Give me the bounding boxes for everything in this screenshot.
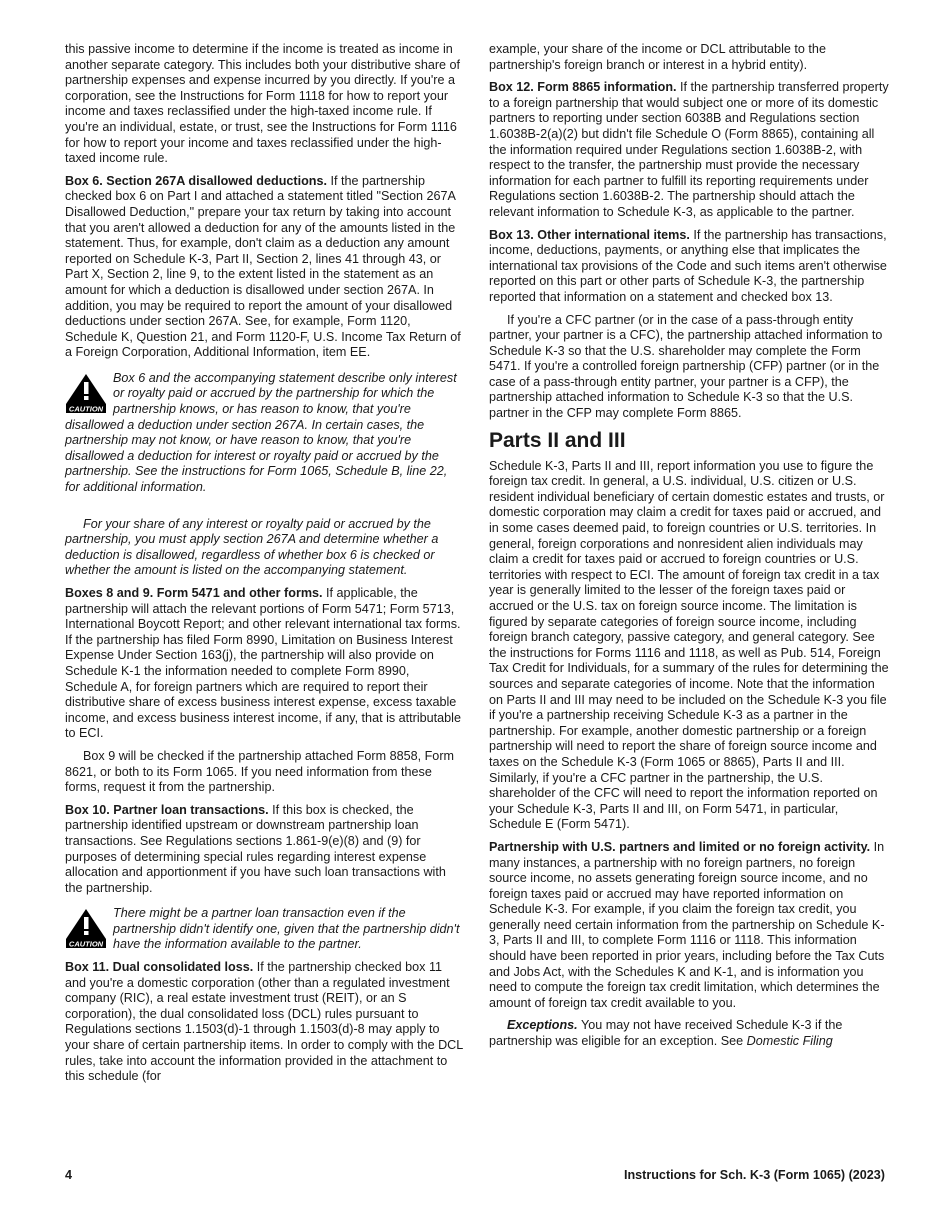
caution-note bbox=[65, 906, 465, 953]
page-number: 4 bbox=[65, 1168, 73, 1182]
parts-paragraph: Schedule K-3, Parts II and III, report information you use to figure the foreign tax credit. In general, a U.S. individual, U.S. citizen or U.S. resident individual beneficiary of certain domestic estates and trusts, or domestic corporation may claim a credit for taxes paid or accrued, and in some cases deemed paid, to foreign countries or U.S. territories. In general, foreign corporations and nonresident alien individuals may claim a credit for taxes paid or accrued to foreign countries or U.S. territories with respect to ECI. The amount of foreign tax credit in a tax year is generally limited to the lesser of the foreign taxes paid or accrued or the U.S. tax on foreign source income. The limitation is figured by separate categories of foreign source income, including foreign branch category, passive category, and general category. See the instructions for Forms 1116 and 1118, as well as Pub. 514, Foreign Tax Credit for Individuals, for a summary of the rules for determining the sources and separate categories of income. Note that the information on Parts II and III may need to be included on the Schedule K-3 you file if you're a partnership receiving Schedule K-3 as a partner in the partnership. For example, another domestic partnership or a foreign partnership will need to report the share of foreign source income and taxes on the Schedule K-3 (Form 1065 or 8865), Parts II and III. Similarly, if you're a CFC partner in the partnership, the U.S. shareholder of the CFC will need to report the information reported on your Schedule K-3, Parts II and III, on Form 5471, in particular, Schedule E (Form 5471). bbox=[489, 458, 889, 832]
footer-title: Instructions for Sch. K-3 (Form 1065) (2023) bbox=[623, 1168, 885, 1182]
caution-note bbox=[65, 371, 465, 496]
box10-text: If this box is checked, the partnership identified upstream or downstream partnership loan transactions. See Regulations sections 1.861-9(e)(8) and (9) for purposes of determining special rules regarding interest expense allocation and apportionment if you have such loan transactions with the partnership. bbox=[65, 802, 446, 895]
box11-paragraph bbox=[65, 960, 465, 1085]
caution-label: CAUTION bbox=[68, 939, 104, 949]
box89-text: If applicable, the partnership will attach the relevant portions of Form 5471; Form 5713, International Boycott Report; and other relevant international tax forms. If the partnership has filed Form 8990, Limitation on Business Interest Expense Under Section 163(j), the partnership will also provide on Schedule K-1 the information needed to complete Form 8990, Schedule A, for foreign partners which are required to report their distributive share of excess business interest expense, excess taxable income, and excess business interest income, if any, that is attributable to ECI. bbox=[65, 586, 461, 741]
box6-paragraph bbox=[65, 174, 465, 361]
pwus-text: In many instances, a partnership with no foreign partners, no foreign source income, no assets generating foreign source income, and no foreign taxes paid or accrued may have reported information on Schedule K-3. For example, if you claim the foreign tax credit, you generally need certain information from the partnership on Schedule K-3, Parts II and III, to complete Form 1116 or 1118. This information should have been reported in prior years, including before the Tax Cuts and Jobs Act, with the Schedules K and K-1, and is information you need to compute the foreign tax credit limitation, which determines the amount of foreign tax credit available to you. bbox=[489, 839, 885, 1010]
box6-text: If the partnership checked box 6 on Part I and attached a statement titled "Section 267A Disallowed Deduction," prepare your tax return by taking into account that you aren't allowed a deduction for any of the amounts listed in the statement. Thus, for example, don't claim as a deduction any amount reported on Schedule K-3, Part II, Section 2, lines 41 through 43, or Part X, Section 2, line 9, to the extent listed in the statement as an amount for which a deduction is disallowed under section 267A. In addition, you may be required to report the amount of your disallowed deductions under section 267A. See, for example, Form 1120, Schedule K, Question 21, and Form 1120-F, U.S. Income Tax Return of a Foreign Corporation, Additional Information, item EE. bbox=[65, 173, 461, 360]
box11-heading: Box 11. Dual consolidated loss. bbox=[65, 960, 254, 975]
exceptions-heading: Exceptions. bbox=[507, 1018, 578, 1033]
box89-heading: Boxes 8 and 9. Form 5471 and other forms. bbox=[65, 586, 323, 600]
right-column bbox=[489, 42, 889, 1057]
left-column bbox=[65, 42, 465, 1092]
box12-paragraph bbox=[489, 80, 889, 220]
caution-text: There might be a partner loan transaction even if the partnership didn't identify one, given that the partnership didn't have the information available to the partner. bbox=[113, 906, 460, 952]
box6-heading: Box 6. Section 267A disallowed deductions. bbox=[65, 173, 327, 188]
caution-icon bbox=[65, 908, 107, 948]
exceptions-text: You may not have received Schedule K-3 if the partnership was eligible for an exception. See bbox=[489, 1018, 843, 1049]
paragraph: this passive income to determine if the income is treated as income in another separate category. This includes both your distributive share of partnership expenses and expense incurred by you directly. If you're a corporation, see the Instructions for Form 1118 for how to report your income and taxes reclassified under the high-taxed income rule. If you're an individual, estate, or trust, see the Instructions for Form 1116 for how to report your income and taxes reclassified under the high-taxed income rule. bbox=[65, 42, 461, 166]
box13-paragraph bbox=[489, 228, 889, 306]
pwus-heading: Partnership with U.S. partners and limited or no foreign activity. bbox=[489, 839, 871, 854]
italic-paragraph: For your share of any interest or royalty paid or accrued by the partnership, you must apply section 267A and determine whether a deduction is disallowed, regardless of whether box 6 is checked or whether the amount is listed on the accompanying statement. bbox=[65, 516, 439, 578]
box10-paragraph bbox=[65, 803, 465, 897]
box9-paragraph: Box 9 will be checked if the partnership attached Form 8858, Form 8621, or both to its Form 1065. If you need information from these forms, request it from the partnership. bbox=[65, 748, 454, 795]
box11-text: If the partnership checked box 11 and you're a domestic corporation (other than a regulated investment company (RIC), a real estate investment trust (REIT), or an S corporation), the dual consolidated loss (DCL) rules pursuant to Regulations sections 1.1503(d)-1 through 1.1503(d)-8 may apply to your share of certain partnership items. In order to comply with the DCL rules, take into account the information provided in the attachment to this schedule (for bbox=[65, 960, 463, 1084]
paragraph: example, your share of the income or DCL attributable to the partnership's foreign branch or interest in a hybrid entity). bbox=[489, 42, 826, 72]
section-title: Parts II and III bbox=[489, 428, 626, 452]
cfc-paragraph: If you're a CFC partner (or in the case of a pass-through entity partner, your partner is a CFC), the partnership attached information to Schedule K-3 so that the U.S. shareholder may complete the Form 5471. If you're a controlled foreign partnership (CFP) partner (or in the case of a pass-through entity partner, your partner is a CFP), the partnership attached information to Schedule K-3 so that the U.S. partner in the CFP may complete Form 8865. bbox=[489, 312, 883, 421]
caution-text: Box 6 and the accompanying statement describe only interest or royalty paid or accrued by the partnership for which the partnership knows, or has reason to know, that you're disallowed a deduction under section 267A. In certain cases, the partnership may not know, or have reason to know, that you're disallowed a deduction for interest or royalty paid or accrued by the partnership. See the instructions for Form 1065, Schedule B, line 22, for additional information. bbox=[65, 370, 457, 495]
exceptions-paragraph bbox=[489, 1018, 889, 1049]
box13-heading: Box 13. Other international items. bbox=[489, 227, 690, 242]
box89-paragraph bbox=[65, 586, 465, 742]
box12-heading: Box 12. Form 8865 information. bbox=[489, 80, 677, 95]
box13-text: If the partnership has transactions, income, deductions, payments, or anything else that implicates the international tax provisions of the Code and such items aren't otherwise reported on this part or other parts of Schedule K-3, the partnership reported that information on a statement and checked box 13. bbox=[489, 227, 887, 304]
exceptions-link-text: Domestic Filing bbox=[746, 1034, 833, 1049]
box10-heading: Box 10. Partner loan transactions. bbox=[65, 802, 269, 817]
box12-text: If the partnership transferred property to a foreign partnership that would subject one or more of its domestic partners to reporting under section 6038B and Regulations section 1.6038B-2(a)(2) but didn't file Schedule O (Form 8865), containing all the information required under Regulations section 1.6038B-2, with respect to the transfer, the partnership must provide the necessary information for each partner to fulfill its reporting requirements under Regulations section 1.6038B-2. The partnership should attach the relevant information to Schedule K-3, as applicable to the partner. bbox=[489, 80, 889, 219]
caution-label: CAUTION bbox=[68, 404, 104, 413]
pwus-paragraph bbox=[489, 840, 889, 1012]
caution-icon bbox=[65, 373, 107, 413]
